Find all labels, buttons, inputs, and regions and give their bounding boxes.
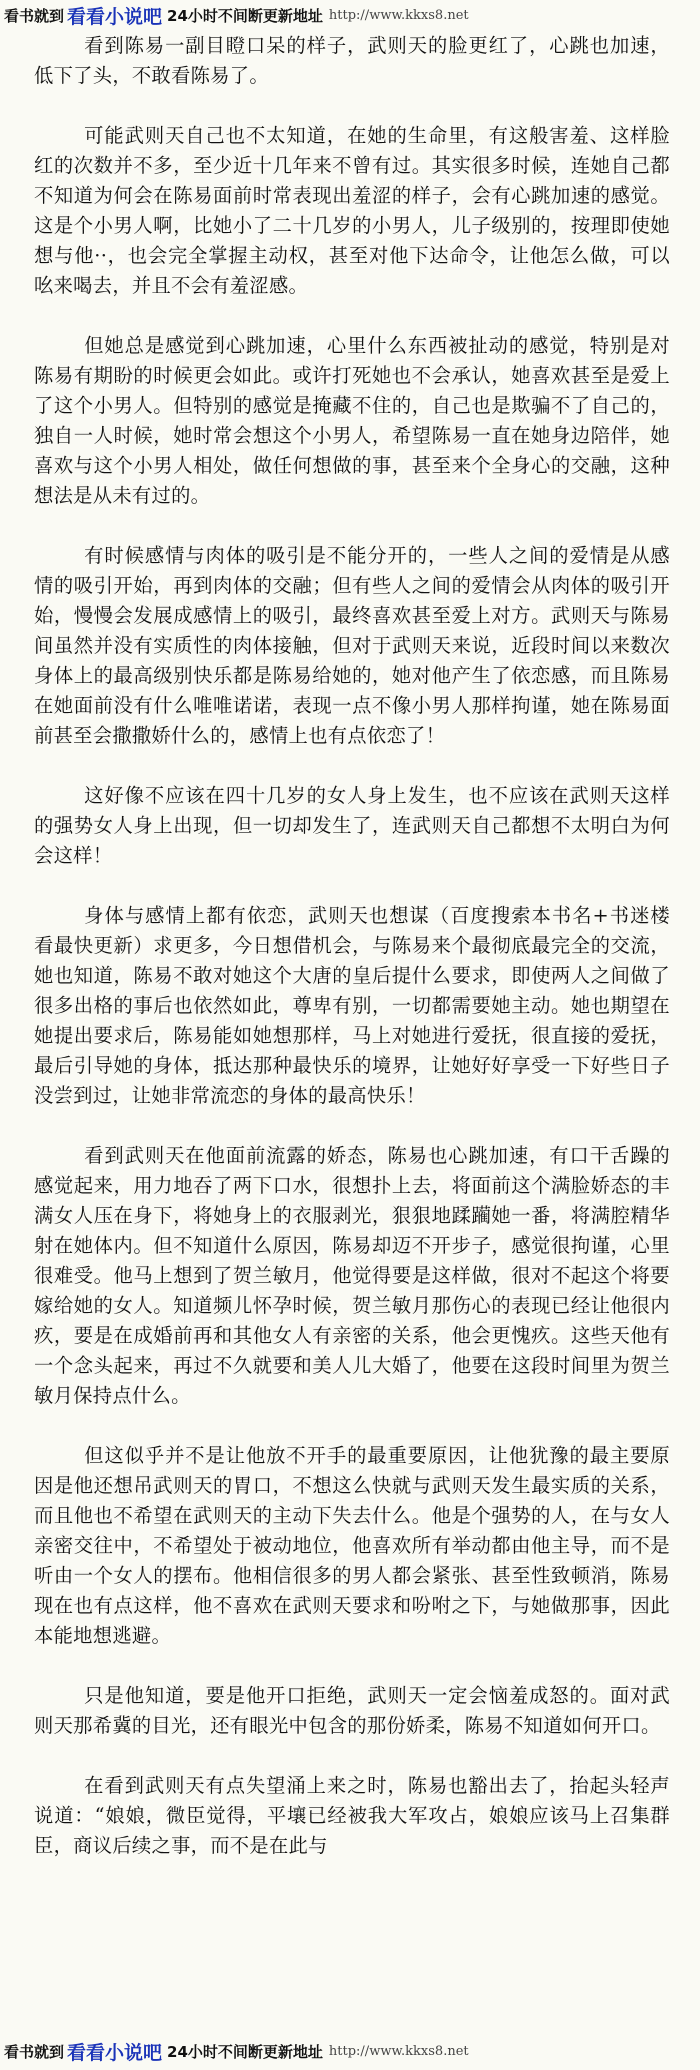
paragraph: 但她总是感觉到心跳加速，心里什么东西被扯动的感觉，特别是对陈易有期盼的时候更会如此。或许打死她也不会承认，她喜欢甚至是爱上了这个小男人。但特别的感觉是掩藏不住的，自己也是欺骗不了自己的，独自一人时候，她时常会想这个小男人，希望陈易一直在她身边陪伴，她喜欢与这个小男人相处，做任何想做的事，甚至来个全身心的交融，这种想法是从未有过的。 <box>34 334 670 507</box>
site-url-link[interactable]: http://www.kkxs8.net <box>328 2043 469 2059</box>
paragraph: 看到陈易一副目瞪口呆的样子，武则天的脸更红了，心跳也加速，低下了头，不敢看陈易了。 <box>34 34 670 87</box>
paragraph: 看到武则天在他面前流露的娇态，陈易也心跳加速，有口干舌躁的感觉起来，用力地吞了两下口水，很想扑上去，将面前这个满脸娇态的丰满女人压在身下，将她身上的衣服剥光，狠狠地蹂躏她一番，将满腔精华射在她体内。但不知道什么原因，陈易却迈不开步子，感觉很拘谨，心里很难受。他马上想到了贺兰敏月，他觉得要是这样做，很对不起这个将要嫁给她的女人。知道频儿怀孕时候，贺兰敏月那伤心的表现已经让他很内疚，要是在成婚前再和其他女人有亲密的关系，他会更愧疚。这些天他有一个念头起来，再过不久就要和美人儿大婚了，他要在这段时间里为贺兰敏月保持点什么。 <box>34 1144 670 1407</box>
paragraph: 这好像不应该在四十几岁的女人身上发生，也不应该在武则天这样的强势女人身上出现，但一切却发生了，连武则天自己都想不太明白为何会这样！ <box>34 784 670 867</box>
banner-tagline: 24小时不间断更新地址 <box>167 6 323 25</box>
paragraph: 有时候感情与肉体的吸引是不能分开的，一些人之间的爱情是从感情的吸引开始，再到肉体的交融；但有些人之间的爱情会从肉体的吸引开始，慢慢会发展成感情上的吸引，最终喜欢甚至爱上对方。武则天与陈易间虽然并没有实质性的肉体接触，但对于武则天来说，近段时间以来数次身体上的最高级别快乐都是陈易给她的，她对他产生了依恋感，而且陈易在她面前没有什么唯唯诺诺，表现一点不像小男人那样拘谨，她在陈易面前甚至会撒撒娇什么的，感情上也有点依恋了！ <box>34 544 670 747</box>
footer-banner <box>0 2038 700 2064</box>
chapter-text <box>34 31 690 1861</box>
paragraph: 在看到武则天有点失望涌上来之时，陈易也豁出去了，抬起头轻声说道：“娘娘，微臣觉得，平壤已经被我大军攻占，娘娘应该马上召集群臣，商议后续之事，而不是在此与 <box>34 1774 670 1857</box>
site-name-link[interactable]: 看看小说吧 <box>67 2041 163 2064</box>
site-name-link[interactable]: 看看小说吧 <box>67 5 163 28</box>
banner-prefix: 看书就到 <box>4 6 65 25</box>
banner-prefix: 看书就到 <box>4 2042 65 2061</box>
site-url-link[interactable]: http://www.kkxs8.net <box>328 7 469 23</box>
paragraph: 可能武则天自己也不太知道，在她的生命里，有这般害羞、这样脸红的次数并不多，至少近十几年来不曾有过。其实很多时候，连她自己都不知道为何会在陈易面前时常表现出羞涩的样子，会有心跳加速的感觉。这是个小男人啊，比她小了二十几岁的小男人，儿子级别的，按理即使她想与他··，也会完全掌握主动权，甚至对他下达命令，让他怎么做，可以吆来喝去，并且不会有羞涩感。 <box>34 124 670 297</box>
header-banner <box>0 2 700 28</box>
paragraph: 身体与感情上都有依恋，武则天也想谋（百度搜索本书名+书迷楼 看最快更新）求更多，今日想借机会，与陈易来个最彻底最完全的交流，她也知道，陈易不敢对她这个大唐的皇后提什么要求，即使两人之间做了很多出格的事后也依然如此，尊卑有别，一切都需要她主动。她也期望在她提出要求后，陈易能如她想那样，马上对她进行爱抚，很直接的爱抚，最后引导她的身体，抵达那种最快乐的境界，让她好好享受一下好些日子没尝到过，让她非常流恋的身体的最高快乐！ <box>34 904 690 1107</box>
paragraph: 只是他知道，要是他开口拒绝，武则天一定会恼羞成怒的。面对武则天那希冀的目光，还有眼光中包含的那份娇柔，陈易不知道如何开口。 <box>34 1684 670 1737</box>
banner-tagline: 24小时不间断更新地址 <box>167 2042 323 2061</box>
paragraph: 但这似乎并不是让他放不开手的最重要原因，让他犹豫的最主要原因是他还想吊武则天的胃口，不想这么快就与武则天发生最实质的关系，而且他也不希望在武则天的主动下失去什么。他是个强势的人，在与女人亲密交往中，不希望处于被动地位，他喜欢所有举动都由他主导，而不是听由一个女人的摆布。他相信很多的男人都会紧张、甚至性致顿消，陈易现在也有点这样，他不喜欢在武则天要求和吩咐之下，与她做那事，因此本能地想逃避。 <box>34 1444 670 1647</box>
